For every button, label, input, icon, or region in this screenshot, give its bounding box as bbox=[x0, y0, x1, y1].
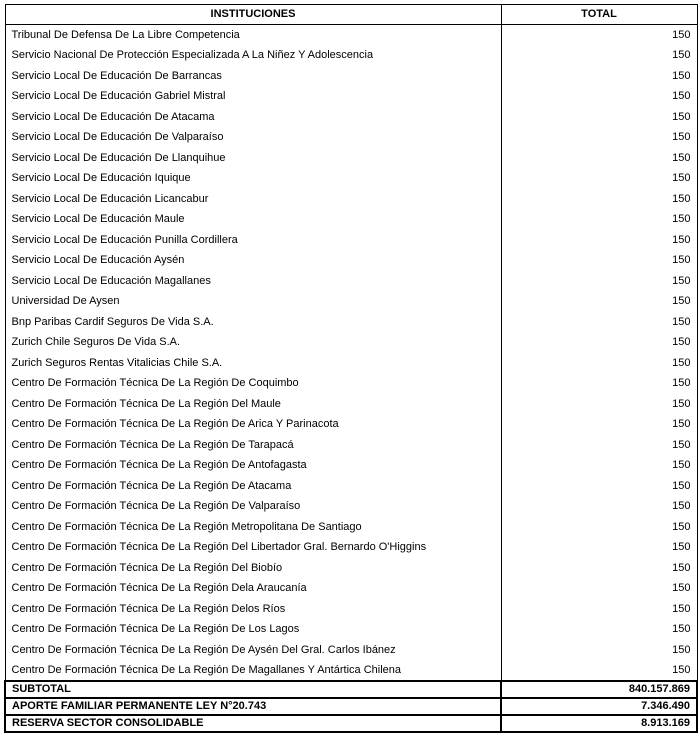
total-cell: 150 bbox=[501, 517, 697, 538]
total-cell: 150 bbox=[501, 291, 697, 312]
reserva-sector-value: 8.913.169 bbox=[501, 715, 697, 732]
total-cell: 150 bbox=[501, 127, 697, 148]
total-cell: 150 bbox=[501, 373, 697, 394]
total-cell: 150 bbox=[501, 312, 697, 333]
total-cell: 150 bbox=[501, 476, 697, 497]
institution-cell: Centro De Formación Técnica De La Región Metropolitana De Santiago bbox=[5, 517, 501, 538]
table-row bbox=[5, 660, 697, 681]
institution-cell: Centro De Formación Técnica De La Región De Antofagasta bbox=[5, 455, 501, 476]
column-header-total: TOTAL bbox=[501, 5, 697, 25]
reserva-sector-label: RESERVA SECTOR CONSOLIDABLE bbox=[5, 715, 501, 732]
institution-cell: Servicio Local De Educación De Barrancas bbox=[5, 66, 501, 87]
total-cell: 150 bbox=[501, 66, 697, 87]
table-row bbox=[5, 86, 697, 107]
institution-cell: Centro De Formación Técnica De La Región De Aysén Del Gral. Carlos Ibánez bbox=[5, 640, 501, 661]
table-row bbox=[5, 66, 697, 87]
table-row bbox=[5, 373, 697, 394]
institution-cell: Servicio Local De Educación Punilla Cordillera bbox=[5, 230, 501, 251]
table-row bbox=[5, 107, 697, 128]
total-cell: 150 bbox=[501, 394, 697, 415]
total-cell: 150 bbox=[501, 599, 697, 620]
institution-cell: Centro De Formación Técnica De La Región De Tarapacá bbox=[5, 435, 501, 456]
total-cell: 150 bbox=[501, 45, 697, 66]
total-cell: 150 bbox=[501, 619, 697, 640]
total-cell: 150 bbox=[501, 640, 697, 661]
table-row bbox=[5, 394, 697, 415]
institution-cell: Zurich Chile Seguros De Vida S.A. bbox=[5, 332, 501, 353]
institution-cell: Servicio Local De Educación Magallanes bbox=[5, 271, 501, 292]
total-cell: 150 bbox=[501, 86, 697, 107]
table-row bbox=[5, 189, 697, 210]
table-row bbox=[5, 496, 697, 517]
subtotal-value: 840.157.869 bbox=[501, 681, 697, 698]
total-cell: 150 bbox=[501, 107, 697, 128]
institution-cell: Servicio Local De Educación Iquique bbox=[5, 168, 501, 189]
institution-cell: Centro De Formación Técnica De La Región Dela Araucanía bbox=[5, 578, 501, 599]
institution-cell: Servicio Local De Educación Maule bbox=[5, 209, 501, 230]
budget-table bbox=[4, 4, 698, 733]
institution-cell: Centro De Formación Técnica De La Región Delos Ríos bbox=[5, 599, 501, 620]
total-cell: 150 bbox=[501, 332, 697, 353]
header-row bbox=[5, 5, 697, 25]
total-cell: 150 bbox=[501, 455, 697, 476]
total-cell: 150 bbox=[501, 496, 697, 517]
table-row bbox=[5, 312, 697, 333]
total-cell: 150 bbox=[501, 353, 697, 374]
column-header-instituciones: INSTITUCIONES bbox=[5, 5, 501, 25]
table-row bbox=[5, 127, 697, 148]
table-row bbox=[5, 271, 697, 292]
aporte-familiar-row bbox=[5, 698, 697, 715]
total-cell: 150 bbox=[501, 660, 697, 681]
table-row bbox=[5, 168, 697, 189]
total-cell: 150 bbox=[501, 558, 697, 579]
institution-cell: Centro De Formación Técnica De La Región De Los Lagos bbox=[5, 619, 501, 640]
table-row bbox=[5, 599, 697, 620]
table-row bbox=[5, 353, 697, 374]
table-row bbox=[5, 640, 697, 661]
table-row bbox=[5, 209, 697, 230]
table-row bbox=[5, 332, 697, 353]
total-cell: 150 bbox=[501, 168, 697, 189]
table-body bbox=[5, 25, 697, 681]
table-row bbox=[5, 619, 697, 640]
institution-cell: Zurich Seguros Rentas Vitalicias Chile S.A. bbox=[5, 353, 501, 374]
total-cell: 150 bbox=[501, 148, 697, 169]
table-row bbox=[5, 291, 697, 312]
total-cell: 150 bbox=[501, 189, 697, 210]
institution-cell: Centro De Formación Técnica De La Región De Atacama bbox=[5, 476, 501, 497]
total-cell: 150 bbox=[501, 25, 697, 46]
institution-cell: Centro De Formación Técnica De La Región Del Biobío bbox=[5, 558, 501, 579]
institution-cell: Servicio Local De Educación Licancabur bbox=[5, 189, 501, 210]
institution-cell: Tribunal De Defensa De La Libre Competencia bbox=[5, 25, 501, 46]
table-row bbox=[5, 435, 697, 456]
table-row bbox=[5, 414, 697, 435]
total-cell: 150 bbox=[501, 230, 697, 251]
table-row bbox=[5, 230, 697, 251]
table-row bbox=[5, 578, 697, 599]
aporte-familiar-value: 7.346.490 bbox=[501, 698, 697, 715]
institution-cell: Centro De Formación Técnica De La Región De Coquimbo bbox=[5, 373, 501, 394]
total-cell: 150 bbox=[501, 414, 697, 435]
institution-cell: Servicio Nacional De Protección Especializada A La Niñez Y Adolescencia bbox=[5, 45, 501, 66]
total-cell: 150 bbox=[501, 250, 697, 271]
table-row bbox=[5, 476, 697, 497]
aporte-familiar-label: APORTE FAMILIAR PERMANENTE LEY N°20.743 bbox=[5, 698, 501, 715]
institution-cell: Servicio Local De Educación Aysén bbox=[5, 250, 501, 271]
institution-cell: Universidad De Aysen bbox=[5, 291, 501, 312]
table-row bbox=[5, 455, 697, 476]
institution-cell: Servicio Local De Educación Gabriel Mistral bbox=[5, 86, 501, 107]
table-row bbox=[5, 45, 697, 66]
table-row bbox=[5, 558, 697, 579]
subtotal-label: SUBTOTAL bbox=[5, 681, 501, 698]
institution-cell: Centro De Formación Técnica De La Región Del Libertador Gral. Bernardo O'Higgins bbox=[5, 537, 501, 558]
subtotal-row bbox=[5, 681, 697, 698]
total-cell: 150 bbox=[501, 209, 697, 230]
institution-cell: Centro De Formación Técnica De La Región De Valparaíso bbox=[5, 496, 501, 517]
table-row bbox=[5, 148, 697, 169]
table-row bbox=[5, 517, 697, 538]
institution-cell: Bnp Paribas Cardif Seguros De Vida S.A. bbox=[5, 312, 501, 333]
total-cell: 150 bbox=[501, 537, 697, 558]
table-row bbox=[5, 537, 697, 558]
institution-cell: Centro De Formación Técnica De La Región De Arica Y Parinacota bbox=[5, 414, 501, 435]
total-cell: 150 bbox=[501, 578, 697, 599]
table-row bbox=[5, 25, 697, 46]
institution-cell: Servicio Local De Educación De Llanquihue bbox=[5, 148, 501, 169]
institution-cell: Servicio Local De Educación De Atacama bbox=[5, 107, 501, 128]
institution-cell: Servicio Local De Educación De Valparaíso bbox=[5, 127, 501, 148]
total-cell: 150 bbox=[501, 271, 697, 292]
table-row bbox=[5, 250, 697, 271]
total-cell: 150 bbox=[501, 435, 697, 456]
institution-cell: Centro De Formación Técnica De La Región De Magallanes Y Antártica Chilena bbox=[5, 660, 501, 681]
reserva-sector-row bbox=[5, 715, 697, 732]
institution-cell: Centro De Formación Técnica De La Región Del Maule bbox=[5, 394, 501, 415]
